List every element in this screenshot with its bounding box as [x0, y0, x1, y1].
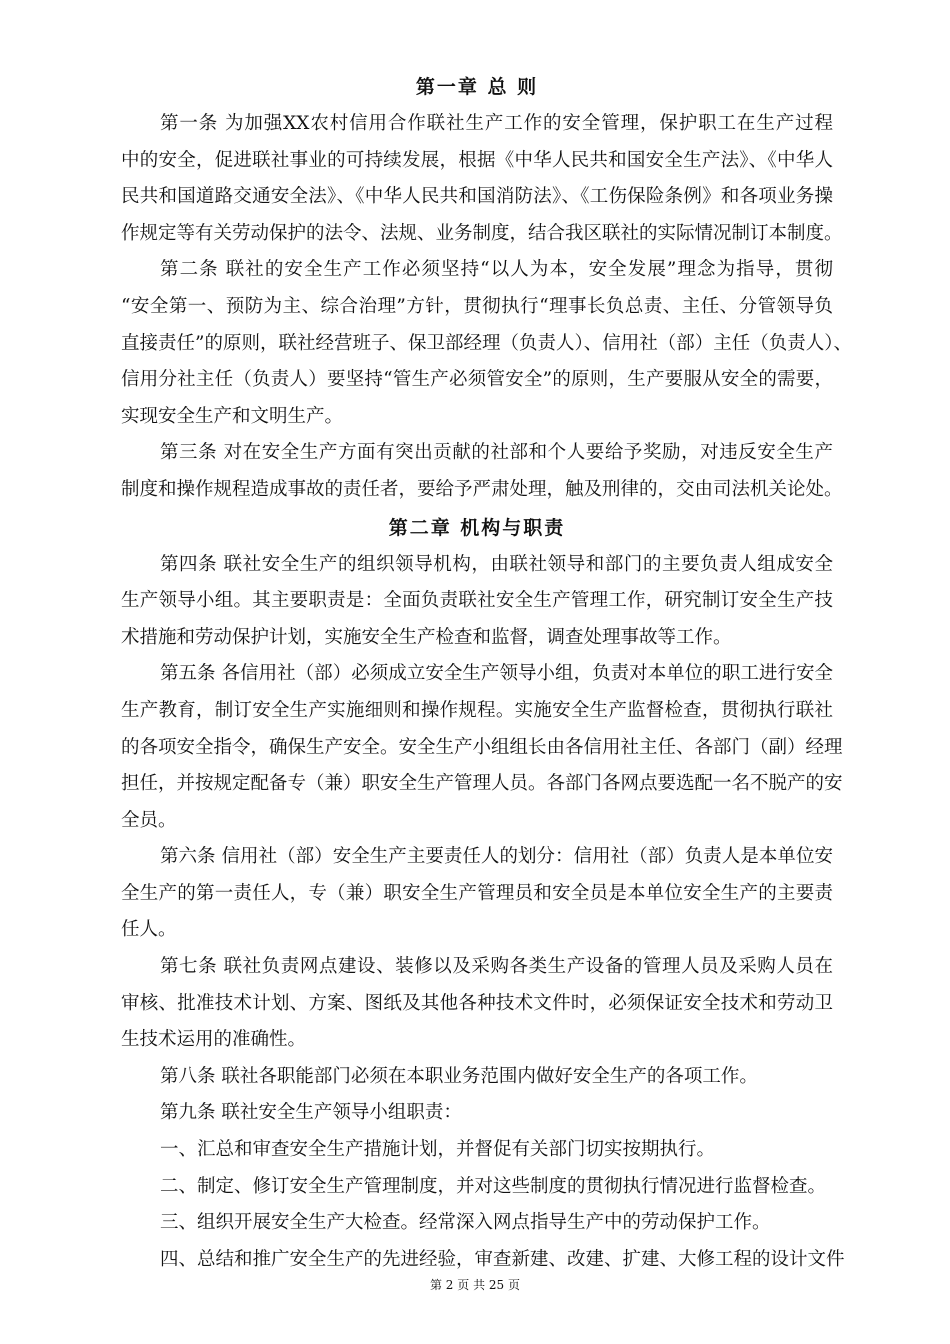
chapter-title: 第二章 机构与职责 [388, 516, 566, 539]
paragraph-line: 生技术运用的准确性。 [121, 1029, 307, 1051]
paragraph-line: 信用分社主任（负责人）要坚持“管生产必须管安全”的原则，生产要服从安全的需要， [121, 369, 833, 391]
paragraph-line: 四、总结和推广安全生产的先进经验，审查新建、改建、扩建、大修工程的设计文件 [160, 1248, 845, 1270]
current-page-number: 2 [445, 1278, 454, 1292]
paragraph-line: 直接责任”的原则，联社经营班子、保卫部经理（负责人）、信用社（部）主任（负责人）、 [121, 332, 852, 354]
paragraph-line: 第八条 联社各职能部门必须在本职业务范围内做好安全生产的各项工作。 [160, 1065, 758, 1087]
paragraph-line: 制度和操作规程造成事故的责任者，要给予严肃处理，触及刑律的，交由司法机关论处。 [121, 478, 843, 500]
paragraph-line: 中的安全，促进联社事业的可持续发展，根据《中华人民共和国安全生产法》、《中华人 [121, 149, 833, 171]
paragraph-line: 第三条 对在安全生产方面有突出贡献的社部和个人要给予奖励，对违反安全生产 [160, 442, 833, 464]
paragraph-line: 第一条 为加强XX农村信用合作联社生产工作的安全管理，保护职工在生产过程 [160, 113, 833, 134]
paragraph-line: 第九条 联社安全生产领导小组职责： [160, 1102, 462, 1124]
paragraph-line: 任人。 [121, 919, 177, 941]
document-body [121, 68, 852, 1278]
paragraph-line: 第四条 联社安全生产的组织领导机构，由联社领导和部门的主要负责人组成安全 [160, 553, 833, 575]
paragraph-line: 生产领导小组。其主要职责是：全面负责联社安全生产管理工作，研究制订安全生产技 [121, 590, 833, 612]
paragraph-line: 民共和国道路交通安全法》、《中华人民共和国消防法》、《工伤保险条例》和各项业务操 [121, 186, 833, 208]
paragraph-line: 的各项安全指令，确保生产安全。安全生产小组组长由各信用社主任、各部门（副）经理 [121, 736, 843, 758]
paragraph-line: 全员。 [121, 809, 177, 831]
paragraph-line: 担任，并按规定配备专（兼）职安全生产管理人员。各部门各网点要选配一名不脱产的安 [121, 773, 843, 795]
paragraph-line: 全生产的第一责任人，专（兼）职安全生产管理员和安全员是本单位安全生产的主要责 [121, 882, 833, 904]
total-page-count: 25 [488, 1278, 505, 1292]
paragraph-line: 一、汇总和审查安全生产措施计划，并督促有关部门切实按期执行。 [160, 1139, 716, 1161]
paragraph-line: 审核、批准技术计划、方案、图纸及其他各种技术文件时，必须保证安全技术和劳动卫 [121, 992, 833, 1014]
paragraph-line: 术措施和劳动保护计划，实施安全生产检查和监督，调查处理事故等工作。 [121, 626, 732, 648]
footer-suffix: 页 [508, 1278, 521, 1292]
paragraph-line: 生产教育，制订安全生产实施细则和操作规程。实施安全生产监督检查，贯彻执行联社 [121, 699, 833, 721]
chapter-title: 第一章 总 则 [415, 76, 539, 98]
paragraph-line: 作规定等有关劳动保护的法令、法规、业务制度，结合我区联社的实际情况制订本制度。 [121, 222, 843, 244]
paragraph-line: “安全第一、预防为主、综合治理”方针，贯彻执行“理事长负总责、主任、分管领导负 [121, 295, 833, 317]
paragraph-line: 二、制定、修订安全生产管理制度，并对这些制度的贯彻执行情况进行监督检查。 [160, 1175, 827, 1197]
paragraph-line: 三、组织开展安全生产大检查。经常深入网点指导生产中的劳动保护工作。 [160, 1212, 771, 1234]
page-footer [0, 1276, 950, 1293]
footer-prefix: 第 [429, 1278, 442, 1292]
paragraph-line: 第七条 联社负责网点建设、装修以及采购各类生产设备的管理人员及采购人员在 [160, 956, 833, 978]
paragraph-line: 实现安全生产和文明生产。 [121, 405, 344, 427]
footer-middle: 页 共 [457, 1278, 486, 1292]
paragraph-line: 第二条 联社的安全生产工作必须坚持“以人为本，安全发展”理念为指导，贯彻 [160, 259, 833, 281]
paragraph-line: 第五条 各信用社（部）必须成立安全生产领导小组，负责对本单位的职工进行安全 [160, 663, 833, 685]
paragraph-line: 第六条 信用社（部）安全生产主要责任人的划分：信用社（部）负责人是本单位安 [160, 846, 833, 868]
